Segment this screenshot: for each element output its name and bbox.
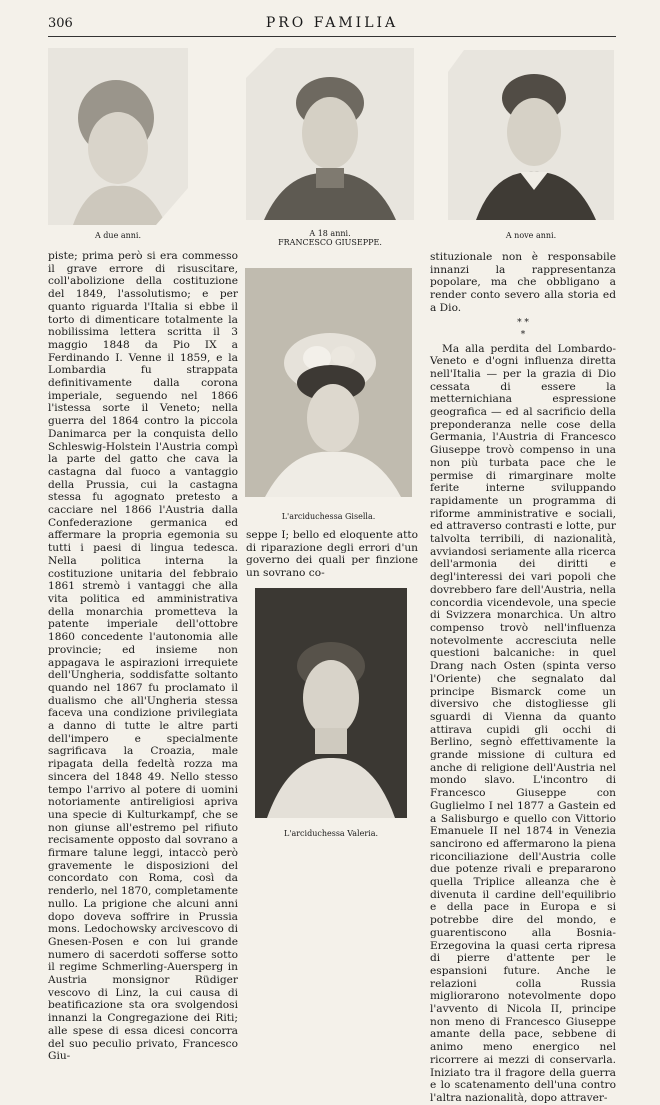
photo-eighteen-years xyxy=(246,48,414,220)
caption-eighteen-years: A 18 anni. xyxy=(309,229,351,238)
caption-two-years: A due anni. xyxy=(94,231,142,240)
left-column-paragraph: piste; prima però si era commesso il grave errore di risuscitare, coll'abolizione della costituzione del 1849, l'assolutismo; e per quanto riguarda l'Italia si ebbe il torto di dimenticare totalmente la nobilissima lettera scritta il 3 maggio 1848 da Pio IX a Ferdinando I. Venne il 1859, e la Lombardia fu strappata definitivamente dalla corona imperiale, seguendo nel 1866 l'istessa sorte il Veneto; nella guerra del 1864 contro la piccola Danimarca per la conquista dello Schleswig-Holstein l'Austria compì la parte del gatto che cava la castagna dal fuoco a vantaggio della Prussia, cui la castagna stessa fu agognato pretesto a cacciare nel 1866 l'Austria dalla Confederazione germanica ed affermare la propria egemonia su tutti i paesi di lingua tedesca. Nella politica interna la costituzione unitaria del febbraio 1861 stremò i vantaggi che alla vita politica ed amministrativa della monarchia prometteva la patente imperiale dell'ottobre 1860 concedente l'autonomia alle provincie; ed insieme non appagava le aspirazioni irrequiete dell'Ungheria, soddisfatte soltanto quando nel 1867 fu proclamato il dualismo che all'Ungheria stessa faceva una condizione privilegiata a danno di tutte le altre parti dell'impero e specialmente sagrificava la Croazia, male ripagata della fedeltà rozza ma sincera del 1848 49. Nello stesso tempo l'arrivo al potere di uomini notoriamente antireligiosi apriva una specie di Kulturkampf, che se non giunse all'estremo pel rifiuto recisamente opposto dal sovrano a firmare talune leggi, intaccò però gravemente le disposizioni del concordato con Roma, così da renderlo, nel 1870, completamente nullo. La prigione che alcuni anni dopo doveva soffrire in Prussia mons. Ledochowsky arcivescovo di Gnesen-Posen e con lui grande numero di sacerdoti sofferse sotto il regime Schmerling-Auersperg in Austria monsignor Rüdiger vescovo di Linz, la cui causa di beatificazione sta ora svolgendosi innanzi la Congregazione dei Riti; alle spese di essa dicesi concorra del suo peculio privato, Francesco Giu- xyxy=(48,250,238,1063)
section-asterism: * * * xyxy=(517,317,529,340)
right-column-paragraph: Ma alla perdita del Lombardo-Veneto e d'ogni influenza diretta nell'Italia — per la grazia di Dio cessata di essere la metternichiana espressione geografica — ed al sacrificio della preponderanza nelle cose della Germania, l'Austria di Francesco Giuseppe trovò compenso in una non più turbata pace che le permise di rimarginare molte ferite interne sviluppando rapidamente un programma di riforme amministrative e sociali, ed attraverso contrasti e lotte, pur talvolta terribili, di nazionalità, avviandosi seriamente alla ricerca dell'armonia dei diritti e degl'interessi dei vari popoli che dovrebbero fare dell'Austria, nella concordia vicendevole, una specie di Svizzera monarchica. Un altro compenso trovò nell'influenza notevolmente accresciuta nelle questioni balcaniche: in quel Drang nach Osten (spinta verso l'Oriente) che segnalato dal principe Bismarck come un diversivo che distogliesse gli sguardi di Vienna da quanto attirava cupidi gli occhi di Berlino, segnò effettivamente la grande missione di cultura ed anche di religione dell'Austria nel mondo slavo. L'incontro di Francesco Giuseppe con Guglielmo I nel 1877 a Gastein ed a Salisburgo e quello con Vittorio Emanuele II nel 1874 in Venezia sancirono ed affermarono la piena riconciliazione dell'Austria colle due potenze rivali e prepararono quella Triplice alleanza che è divenuta il cardine dell'equilibrio e della pace in Europa e si potrebbe dire del mondo, e guarentiscono alla Bosnia-Erzegovina la quasi certa ripresa di pierre d'attente per le espansioni future. Anche le relazioni colla Russia migliorarono notevolmente dopo l'avvento di Nicola II, principe non meno di Francesco Giuseppe amante della pace, sebbene di animo meno energico nel ricorrere ai mezzi di conservarla. Iniziato tra il fragore della guerra e lo scatenamento dell'una contro l'altra nazionalità, dopo attraver- xyxy=(430,342,616,1104)
photo-gisella xyxy=(245,268,412,497)
caption-nine-years: A nove anni. xyxy=(505,231,557,240)
page-header xyxy=(48,14,616,37)
photo-nine-years xyxy=(448,50,614,220)
left-column-text xyxy=(48,250,238,1063)
caption-gisella: L'arciduchessa Gisella. xyxy=(281,512,376,521)
photo-two-years xyxy=(48,48,188,225)
caption-francesco-giuseppe: FRANCESCO GIUSEPPE. xyxy=(278,238,382,247)
caption-valeria: L'arciduchessa Valeria. xyxy=(283,829,379,838)
right-column-text xyxy=(430,251,616,1105)
right-column-continuation: stituzionale non è responsabile innanzi la rappresentanza popolare, ma che obbligano a render conto severo alla storia ed a Dio. xyxy=(430,251,616,314)
magazine-title: PRO FAMILIA xyxy=(265,15,399,31)
photo-valeria xyxy=(255,588,407,818)
middle-column-paragraph: seppe I; bello ed eloquente atto di riparazione degli errori d'un governo dei quali per finzione un sovrano co- xyxy=(246,529,418,580)
page-number: 306 xyxy=(48,16,73,31)
middle-column-text xyxy=(246,529,418,580)
